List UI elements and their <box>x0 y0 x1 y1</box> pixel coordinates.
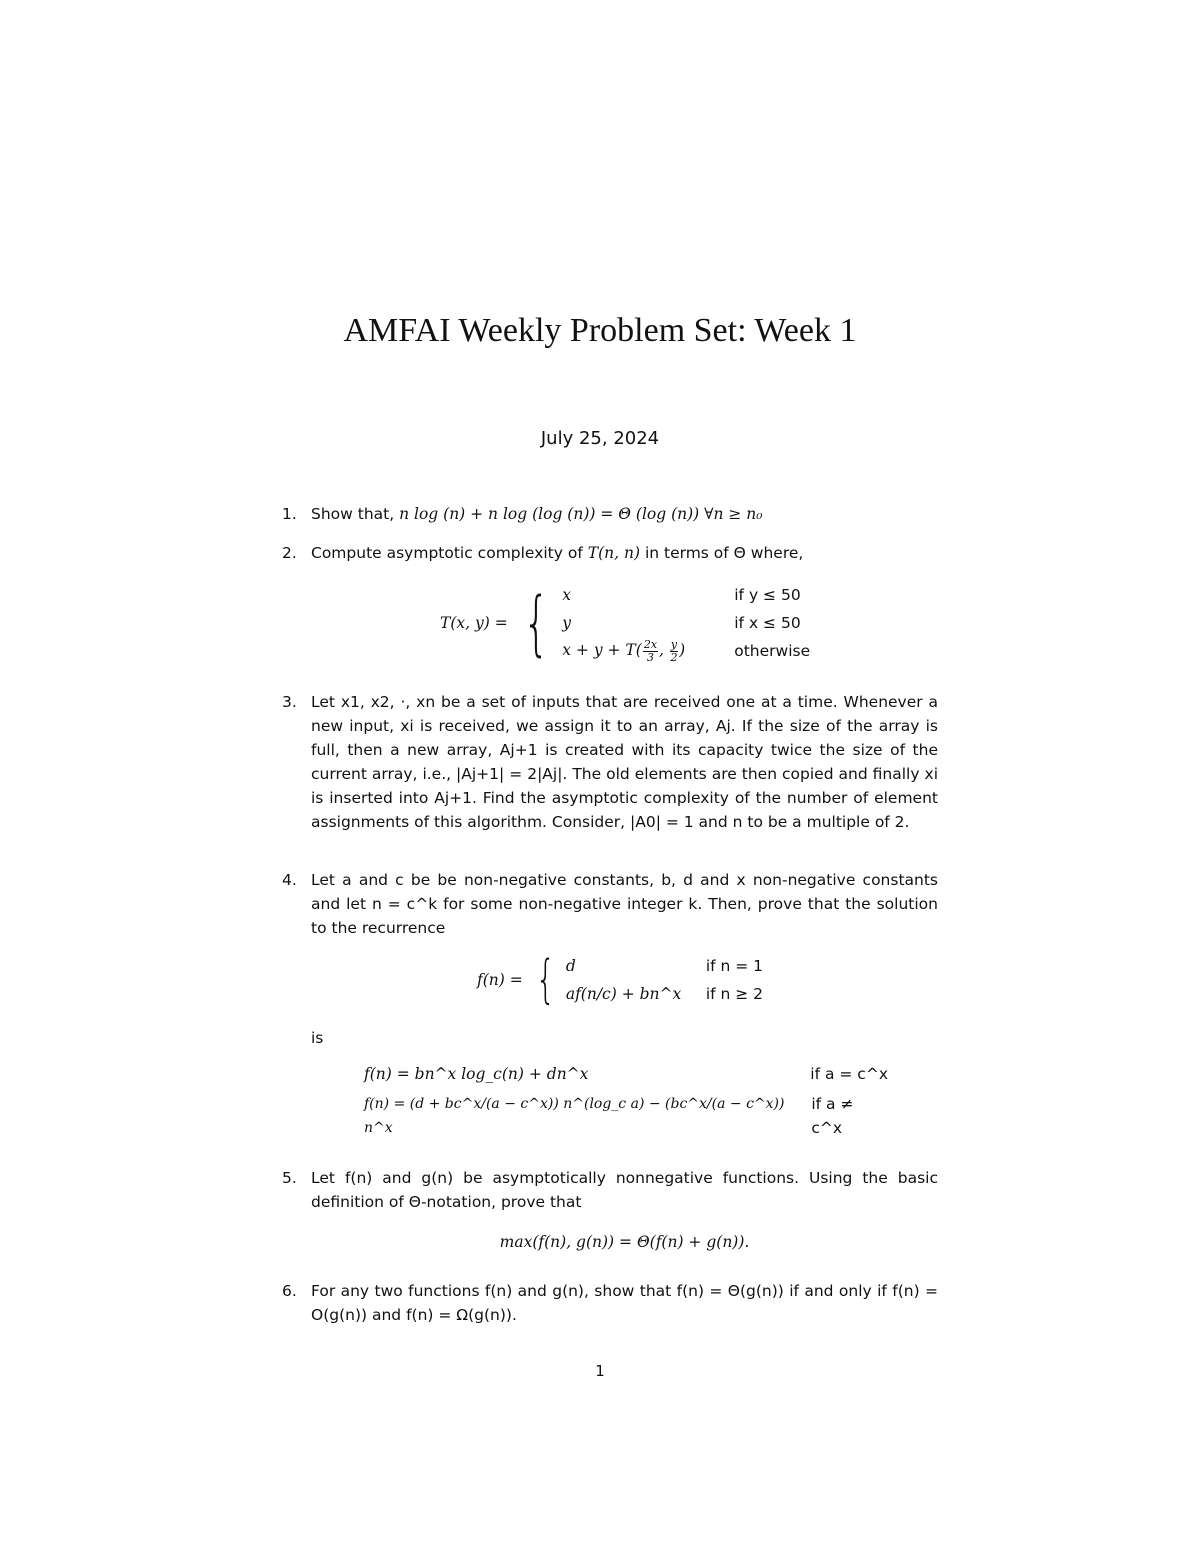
solution-formula: f(n) = bn^x log_c(n) + dn^x <box>364 1065 589 1083</box>
case-condition: if x ≤ 50 <box>734 614 801 632</box>
problem-body <box>311 690 938 834</box>
problem-body <box>311 868 938 940</box>
problem-text-tail: in terms of Θ where, <box>644 544 804 562</box>
recurrence-equation <box>477 952 763 1008</box>
problem-number: 2. <box>282 544 297 562</box>
problem-text: For any two functions f(n) and g(n), show that f(n) = Θ(g(n)) if and only if f(n) = O(g(n)) and f(n) = Ω(g(n)). <box>311 1282 938 1324</box>
is-label: is <box>311 1029 324 1047</box>
problem-text: Let a and c be be non-negative constants, b, d and x non-negative constants and let n = c^k for some non-negative integer k. Then, prove that the solution to the recurrence <box>311 871 938 937</box>
case-condition: if n ≥ 2 <box>705 985 764 1003</box>
document-date: July 25, 2024 <box>540 428 660 449</box>
problem-body <box>311 1279 938 1327</box>
problem-formula: n log (n) + n log (log (n)) = Θ (log (n)) ∀n ≥ n₀ <box>399 505 763 523</box>
case-row <box>562 581 810 609</box>
case-value: d <box>565 957 576 975</box>
case-condition: if n = 1 <box>705 957 764 975</box>
problem-body <box>311 541 938 565</box>
case-row <box>566 980 763 1008</box>
problem-text: Let x1, x2, ·, xn be a set of inputs that are received one at a time. Whenever a new input, xi is received, we assign it to an array, Aj. If the size of the array is full, then a new array, Aj+1 is created with its capacity twice the size of the current array, i.e., |Aj+1| = 2|Aj|. The old elements are then copied and finally xi is inserted into Aj+1. Find the asymptotic complexity of the number of element assignments of this algorithm. Consider, |A0| = 1 and n to be a multiple of 2. <box>311 693 938 831</box>
solution-condition: if a = c^x <box>810 1065 888 1083</box>
problem-number: 5. <box>282 1169 297 1187</box>
solution-row <box>364 1092 924 1140</box>
recurrence-lhs: T(x, y) = <box>440 614 508 632</box>
problem-variable: T(n, n) <box>587 544 640 562</box>
case-condition: if y ≤ 50 <box>734 586 801 604</box>
problem-number: 1. <box>282 505 297 523</box>
case-value: y <box>562 614 572 632</box>
recurrence-equation <box>440 581 810 665</box>
problem-body <box>311 1166 938 1214</box>
problem-body <box>311 502 938 526</box>
solution-formula: f(n) = (d + bc^x/(a − c^x)) n^(log_c a) − (bc^x/(a − c^x)) n^x <box>364 1096 785 1136</box>
page-title: AMFAI Weekly Problem Set: Week 1 <box>343 312 857 349</box>
recurrence-lhs: f(n) = <box>477 971 523 989</box>
case-condition: otherwise <box>734 642 811 660</box>
left-brace-icon: { <box>535 950 556 1010</box>
cases-block <box>562 581 810 665</box>
solution-row <box>364 1062 924 1086</box>
problem-text: Let f(n) and g(n) be asymptotically nonnegative functions. Using the basic definition of Θ-notation, prove that <box>311 1169 938 1211</box>
case-row <box>562 637 810 665</box>
case-value: af(n/c) + bn^x <box>565 985 682 1003</box>
left-brace-icon: { <box>522 582 550 664</box>
problem-text: Compute asymptotic complexity of <box>311 544 583 562</box>
case-row <box>566 952 763 980</box>
case-value: x + y + T( $\frac{2x}{3}$ , $\frac{y}{2}$ ) <box>562 637 686 664</box>
solution-condition: if a ≠ c^x <box>811 1095 854 1137</box>
problem-number: 4. <box>282 871 297 889</box>
case-row <box>562 609 810 637</box>
problem-number: 6. <box>282 1282 297 1300</box>
page-number: 1 <box>595 1362 605 1380</box>
problem-text: Show that, <box>311 505 395 523</box>
cases-block <box>566 952 763 1008</box>
case-value: x <box>562 586 571 604</box>
problem-number: 3. <box>282 693 297 711</box>
problem-formula: max(f(n), g(n)) = Θ(f(n) + g(n)). <box>499 1233 750 1251</box>
